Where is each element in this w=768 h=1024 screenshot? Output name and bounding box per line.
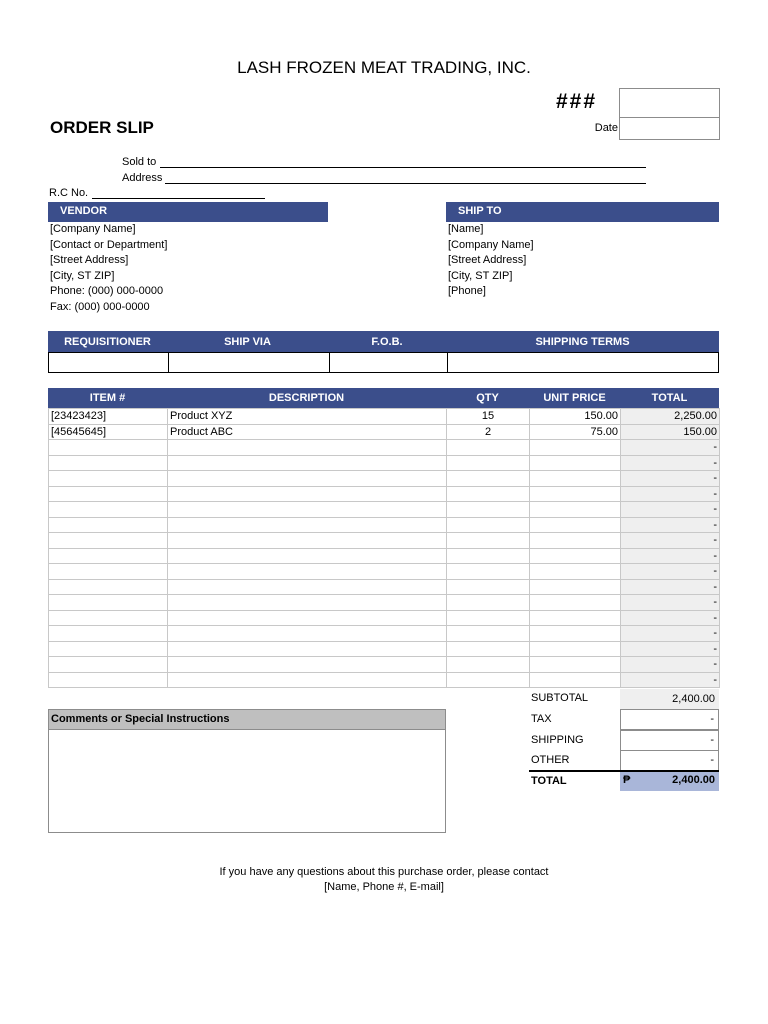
total-cell: 2,250.00	[621, 409, 720, 425]
total-cell: -	[621, 657, 720, 673]
shipping-label: SHIPPING	[531, 734, 584, 746]
qty-cell[interactable]	[447, 657, 530, 673]
page-title: ORDER SLIP	[50, 118, 154, 137]
order-number: ###	[556, 90, 598, 113]
table-row	[49, 564, 720, 580]
qty-cell[interactable]	[447, 486, 530, 502]
sold-to-label: Sold to	[122, 156, 157, 168]
total-cell: -	[621, 548, 720, 564]
table-row	[49, 626, 720, 642]
table-row	[49, 548, 720, 564]
col-description: DESCRIPTION	[268, 392, 345, 404]
fob-field[interactable]	[329, 353, 448, 372]
description-cell[interactable]	[168, 564, 447, 580]
shipping-info-header	[48, 331, 719, 352]
items-header	[48, 388, 719, 408]
qty-cell[interactable]	[447, 455, 530, 471]
item-number-cell[interactable]: [23423423]	[49, 409, 168, 425]
total-cell: -	[621, 502, 720, 518]
footer-contact-note: If you have any questions about this purchase order, please contact	[219, 866, 549, 878]
total-cell: -	[621, 564, 720, 580]
item-number-cell[interactable]	[49, 579, 168, 595]
item-number-cell[interactable]	[49, 455, 168, 471]
order-number-box[interactable]	[619, 88, 720, 118]
description-cell[interactable]	[168, 471, 447, 487]
total-cell: -	[621, 533, 720, 549]
item-number-cell[interactable]	[49, 533, 168, 549]
description-cell[interactable]	[168, 502, 447, 518]
total-cell: -	[621, 595, 720, 611]
unit-price-cell[interactable]	[530, 595, 621, 611]
total-cell: -	[621, 517, 720, 533]
company-name: LASH FROZEN MEAT TRADING, INC.	[237, 58, 531, 77]
unit-price-cell[interactable]	[530, 517, 621, 533]
table-row	[49, 610, 720, 626]
table-row	[49, 424, 720, 440]
unit-price-cell[interactable]	[530, 579, 621, 595]
unit-price-cell[interactable]	[530, 440, 621, 456]
description-cell[interactable]	[168, 610, 447, 626]
description-cell[interactable]	[168, 533, 447, 549]
description-cell[interactable]	[168, 548, 447, 564]
comments-heading: Comments or Special Instructions	[51, 713, 230, 725]
comments-field[interactable]	[48, 730, 446, 833]
unit-price-cell[interactable]	[530, 502, 621, 518]
unit-price-cell[interactable]	[530, 626, 621, 642]
qty-cell[interactable]: 2	[447, 424, 530, 440]
table-row	[49, 517, 720, 533]
total-cell: -	[621, 579, 720, 595]
footer-contact-details: [Name, Phone #, E-mail]	[324, 881, 444, 893]
vendor-header	[48, 202, 328, 222]
description-cell[interactable]	[168, 440, 447, 456]
item-number-cell[interactable]	[49, 440, 168, 456]
vendor-contact: [Contact or Department]	[50, 238, 168, 251]
item-number-cell[interactable]	[49, 657, 168, 673]
col-item-number: ITEM #	[89, 392, 126, 404]
qty-cell[interactable]: 15	[447, 409, 530, 425]
qty-cell[interactable]	[447, 579, 530, 595]
item-number-cell[interactable]	[49, 564, 168, 580]
requisitioner-field[interactable]	[49, 353, 169, 372]
unit-price-cell[interactable]	[530, 455, 621, 471]
total-cell: -	[621, 610, 720, 626]
table-row	[49, 502, 720, 518]
item-number-cell[interactable]	[49, 548, 168, 564]
table-row	[49, 455, 720, 471]
table-row	[49, 440, 720, 456]
item-number-cell[interactable]	[49, 610, 168, 626]
date-label: Date	[594, 122, 618, 134]
items-table	[48, 408, 720, 688]
table-row	[49, 579, 720, 595]
description-cell[interactable]	[168, 579, 447, 595]
unit-price-cell[interactable]	[530, 471, 621, 487]
col-fob: F.O.B.	[371, 335, 403, 348]
vendor-fax: Fax: (000) 000-0000	[50, 300, 150, 313]
table-row	[49, 657, 720, 673]
qty-cell[interactable]	[447, 440, 530, 456]
ship-via-field[interactable]	[168, 353, 330, 372]
description-cell[interactable]	[168, 657, 447, 673]
total-cell: 150.00	[621, 424, 720, 440]
subtotal-label: SUBTOTAL	[531, 692, 589, 704]
subtotal-value: 2,400.00	[620, 689, 719, 709]
qty-cell[interactable]	[447, 610, 530, 626]
item-number-cell[interactable]	[49, 471, 168, 487]
qty-cell[interactable]	[447, 564, 530, 580]
ship-to-heading: SHIP TO	[458, 205, 502, 217]
ship-to-company: [Company Name]	[448, 238, 534, 251]
table-row	[49, 641, 720, 657]
unit-price-cell[interactable]	[530, 564, 621, 580]
shipping-value[interactable]: -	[620, 730, 719, 751]
item-number-cell[interactable]	[49, 595, 168, 611]
unit-price-cell[interactable]	[530, 486, 621, 502]
item-number-cell[interactable]	[49, 626, 168, 642]
qty-cell[interactable]	[447, 548, 530, 564]
shipping-info-row	[48, 352, 719, 373]
description-cell[interactable]	[168, 641, 447, 657]
vendor-phone: Phone: (000) 000-0000	[50, 285, 164, 297]
total-cell: -	[621, 486, 720, 502]
address-label: Address	[122, 172, 163, 184]
shipping-terms-field[interactable]	[447, 353, 718, 372]
description-cell[interactable]	[168, 672, 447, 688]
description-cell[interactable]	[168, 626, 447, 642]
table-row	[49, 486, 720, 502]
item-number-cell[interactable]	[49, 486, 168, 502]
qty-cell[interactable]	[447, 626, 530, 642]
item-number-cell[interactable]	[49, 672, 168, 688]
rc-number-field[interactable]	[92, 198, 265, 199]
tax-value[interactable]: -	[620, 709, 719, 730]
unit-price-cell[interactable]: 75.00	[530, 424, 621, 440]
other-value[interactable]: -	[620, 750, 719, 771]
total-cell: -	[621, 440, 720, 456]
total-cell: -	[621, 455, 720, 471]
address-field[interactable]	[165, 183, 646, 184]
total-value: 2,400.00	[672, 774, 715, 786]
ship-to-details	[448, 222, 534, 300]
ship-to-city: [City, ST ZIP]	[448, 269, 513, 282]
item-number-cell[interactable]	[49, 502, 168, 518]
description-cell[interactable]	[168, 595, 447, 611]
vendor-details	[50, 222, 167, 315]
col-total: TOTAL	[651, 392, 688, 404]
comments-header	[48, 709, 446, 730]
table-row	[49, 471, 720, 487]
qty-cell[interactable]	[447, 502, 530, 518]
col-qty: QTY	[476, 392, 499, 404]
description-cell[interactable]	[168, 517, 447, 533]
unit-price-cell[interactable]	[530, 672, 621, 688]
col-shipping-terms: SHIPPING TERMS	[535, 335, 630, 348]
description-cell[interactable]: Product ABC	[168, 424, 447, 440]
unit-price-cell[interactable]	[530, 657, 621, 673]
table-row	[49, 533, 720, 549]
item-number-cell[interactable]	[49, 641, 168, 657]
ship-to-street: [Street Address]	[448, 254, 527, 266]
total-cell: -	[621, 672, 720, 688]
item-number-cell[interactable]	[49, 517, 168, 533]
unit-price-cell[interactable]	[530, 548, 621, 564]
other-label: OTHER	[531, 754, 570, 766]
vendor-heading: VENDOR	[60, 205, 108, 217]
total-cell: -	[621, 471, 720, 487]
item-number-cell[interactable]: [45645645]	[49, 424, 168, 440]
description-cell[interactable]	[168, 455, 447, 471]
date-field[interactable]	[619, 117, 720, 140]
table-row	[49, 672, 720, 688]
col-requisitioner: REQUISITIONER	[64, 335, 151, 348]
qty-cell[interactable]	[447, 471, 530, 487]
description-cell[interactable]: Product XYZ	[168, 409, 447, 425]
qty-cell[interactable]	[447, 641, 530, 657]
vendor-street: [Street Address]	[50, 254, 129, 266]
total-label: TOTAL	[531, 775, 567, 787]
description-cell[interactable]	[168, 486, 447, 502]
qty-cell[interactable]	[447, 595, 530, 611]
vendor-company: [Company Name]	[50, 223, 136, 235]
unit-price-cell[interactable]	[530, 641, 621, 657]
qty-cell[interactable]	[447, 517, 530, 533]
qty-cell[interactable]	[447, 672, 530, 688]
col-ship-via: SHIP VIA	[224, 335, 271, 348]
qty-cell[interactable]	[447, 533, 530, 549]
table-row	[49, 595, 720, 611]
col-unit-price: UNIT PRICE	[543, 392, 606, 404]
total-cell: -	[621, 626, 720, 642]
ship-to-name: [Name]	[448, 223, 484, 235]
ship-to-header	[446, 202, 719, 222]
unit-price-cell[interactable]	[530, 610, 621, 626]
vendor-city: [City, ST ZIP]	[50, 269, 115, 282]
table-row	[49, 409, 720, 425]
unit-price-cell[interactable]	[530, 533, 621, 549]
sold-to-field[interactable]	[160, 167, 646, 168]
total-value-box	[620, 772, 719, 791]
tax-label: TAX	[531, 713, 552, 725]
total-cell: -	[621, 641, 720, 657]
currency-symbol: ₱	[623, 774, 631, 786]
unit-price-cell[interactable]: 150.00	[530, 409, 621, 425]
rc-number-label: R.C No.	[49, 187, 89, 199]
ship-to-phone: [Phone]	[448, 285, 486, 297]
